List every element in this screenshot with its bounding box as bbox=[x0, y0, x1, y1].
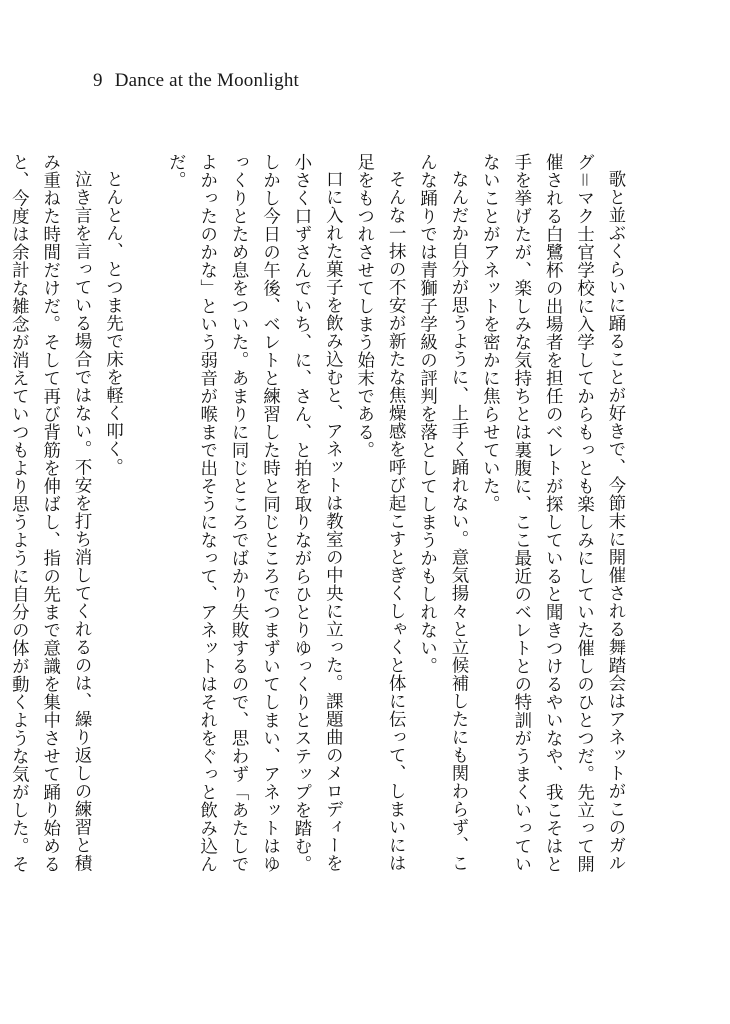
paragraph-3: そんな一抹の不安が新たな焦燥感を呼び起こすとぎくしゃくと体に伝って、しまいには足をもつれさせてしまう始末である。 bbox=[353, 153, 406, 873]
header-title: Dance at the Moonlight bbox=[114, 70, 300, 91]
paragraph-6: 泣き言を言っている場合ではない。不安を打ち消してくれるのは、繰り返しの練習と積み重ねた時間だけだ。そして再び背筋を伸ばし、指の先まで意識を集中させて踊り始めると、今度は余計な雑念が消えていつもより思うように自分の体が動くような気がした。そ bbox=[8, 153, 92, 873]
paragraph-4: 口に入れた菓子を飲み込むと、アネットは教室の中央に立った。課題曲のメロディーを小さく口ずさんでいち、に、さん、と拍を取りながらひとりゆっくりとステップを踏む。しかし今日の午後、ベレトと練習した時と同じところでつまずいてしまい、アネットはゆっくりとため息をついた。あまりに同じところでばかり失敗するので、思わず「あたしでよかったのかな」という弱音が喉まで出そうになって、アネットはそれをぐっと飲み込んだ。 bbox=[165, 153, 343, 873]
paragraph-5: とんとん、とつま先で床を軽く叩く。 bbox=[102, 170, 123, 477]
page-number: 9 bbox=[93, 70, 103, 91]
paragraph-2: なんだか自分が思うように、上手く踊れない。意気揚々と立候補したにも関わらず、こんな踊りでは青獅子学級の評判を落としてしまうかもしれない。 bbox=[416, 153, 468, 873]
vertical-body-text bbox=[8, 153, 630, 873]
running-header bbox=[93, 70, 299, 92]
paragraph-1: 歌と並ぶくらいに踊ることが好きで、今節末に開催される舞踏会はアネットがこのガルグ＝マク士官学校に入学してからもっとも楽しみにしていた催しのひとつだ。先立って開催される白鷺杯の出場者を担任のベレトが探していると聞きつけるやいなや、我こそはと手を挙げたが、楽しみな気持ちとは裏腹に、ここ最近のベレトとの特訓がうまくいっていないことがアネットを密かに焦らせていた。 bbox=[479, 153, 625, 873]
